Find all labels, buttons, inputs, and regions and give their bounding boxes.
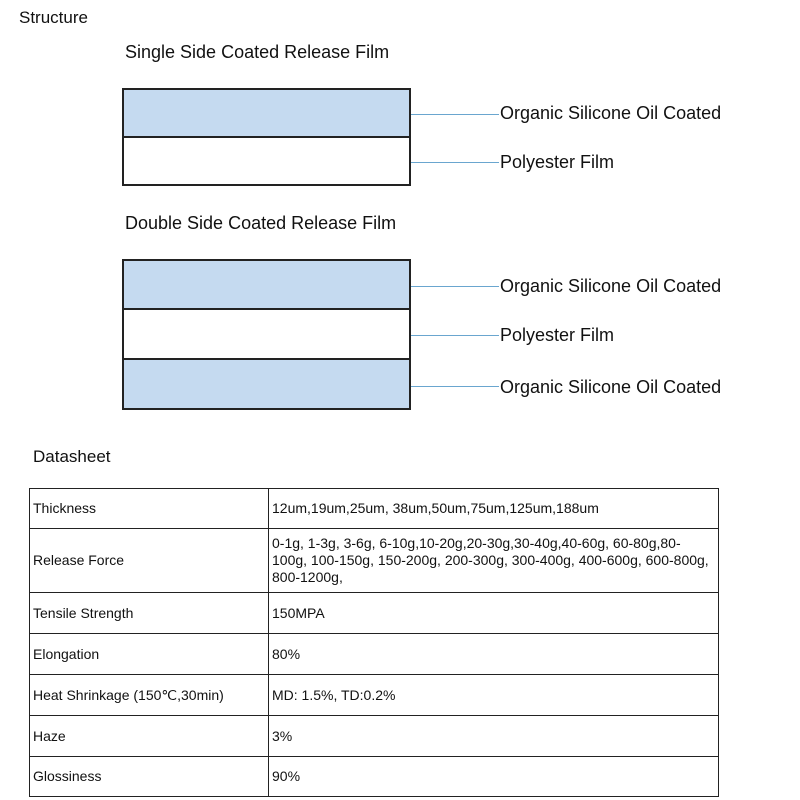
value-cell: 12um,19um,25um, 38um,50um,75um,125um,188um	[269, 489, 719, 529]
property-cell: Tensile Strength	[30, 593, 269, 634]
double-diagram-frame	[122, 259, 411, 410]
double-side-title: Double Side Coated Release Film	[125, 213, 397, 233]
single-label-polyester: Polyester Film	[500, 152, 615, 172]
double-leader-coated-bottom	[411, 386, 499, 387]
datasheet-heading: Datasheet	[33, 447, 111, 466]
double-leader-polyester	[411, 335, 499, 336]
value-cell: 3%	[269, 716, 719, 757]
value-cell: 80%	[269, 634, 719, 675]
single-side-title: Single Side Coated Release Film	[125, 42, 390, 62]
double-label-polyester: Polyester Film	[500, 325, 615, 345]
double-leader-coated-top	[411, 286, 499, 287]
value-cell: 90%	[269, 757, 719, 797]
table-row	[30, 593, 719, 634]
table-row	[30, 489, 719, 529]
table-row	[30, 716, 719, 757]
table-row	[30, 634, 719, 675]
table-row	[30, 529, 719, 593]
value-cell: 0-1g, 1-3g, 3-6g, 6-10g,10-20g,20-30g,30-40g,40-60g, 60-80g,80-100g, 100-150g, 150-200g, 200-300g, 300-400g, 400-600g, 600-800g, 800-1200g,	[269, 529, 719, 593]
property-cell: Haze	[30, 716, 269, 757]
single-leader-polyester	[411, 162, 499, 163]
property-cell: Elongation	[30, 634, 269, 675]
single-layer-divider	[122, 136, 411, 138]
property-cell: Release Force	[30, 529, 269, 593]
double-label-coated-bottom: Organic Silicone Oil Coated	[500, 377, 722, 397]
table-row	[30, 757, 719, 797]
table-row	[30, 675, 719, 716]
value-cell: 150MPA	[269, 593, 719, 634]
double-label-coated-top: Organic Silicone Oil Coated	[500, 276, 722, 296]
structure-heading: Structure	[19, 8, 88, 27]
datasheet-table	[29, 488, 719, 797]
property-cell: Glossiness	[30, 757, 269, 797]
property-cell: Heat Shrinkage (150℃,30min)	[30, 675, 269, 716]
single-label-coated: Organic Silicone Oil Coated	[500, 103, 722, 123]
property-cell: Thickness	[30, 489, 269, 529]
single-leader-coated	[411, 114, 499, 115]
value-cell: MD: 1.5%, TD:0.2%	[269, 675, 719, 716]
double-layer-divider-1	[122, 308, 411, 310]
double-layer-divider-2	[122, 358, 411, 360]
